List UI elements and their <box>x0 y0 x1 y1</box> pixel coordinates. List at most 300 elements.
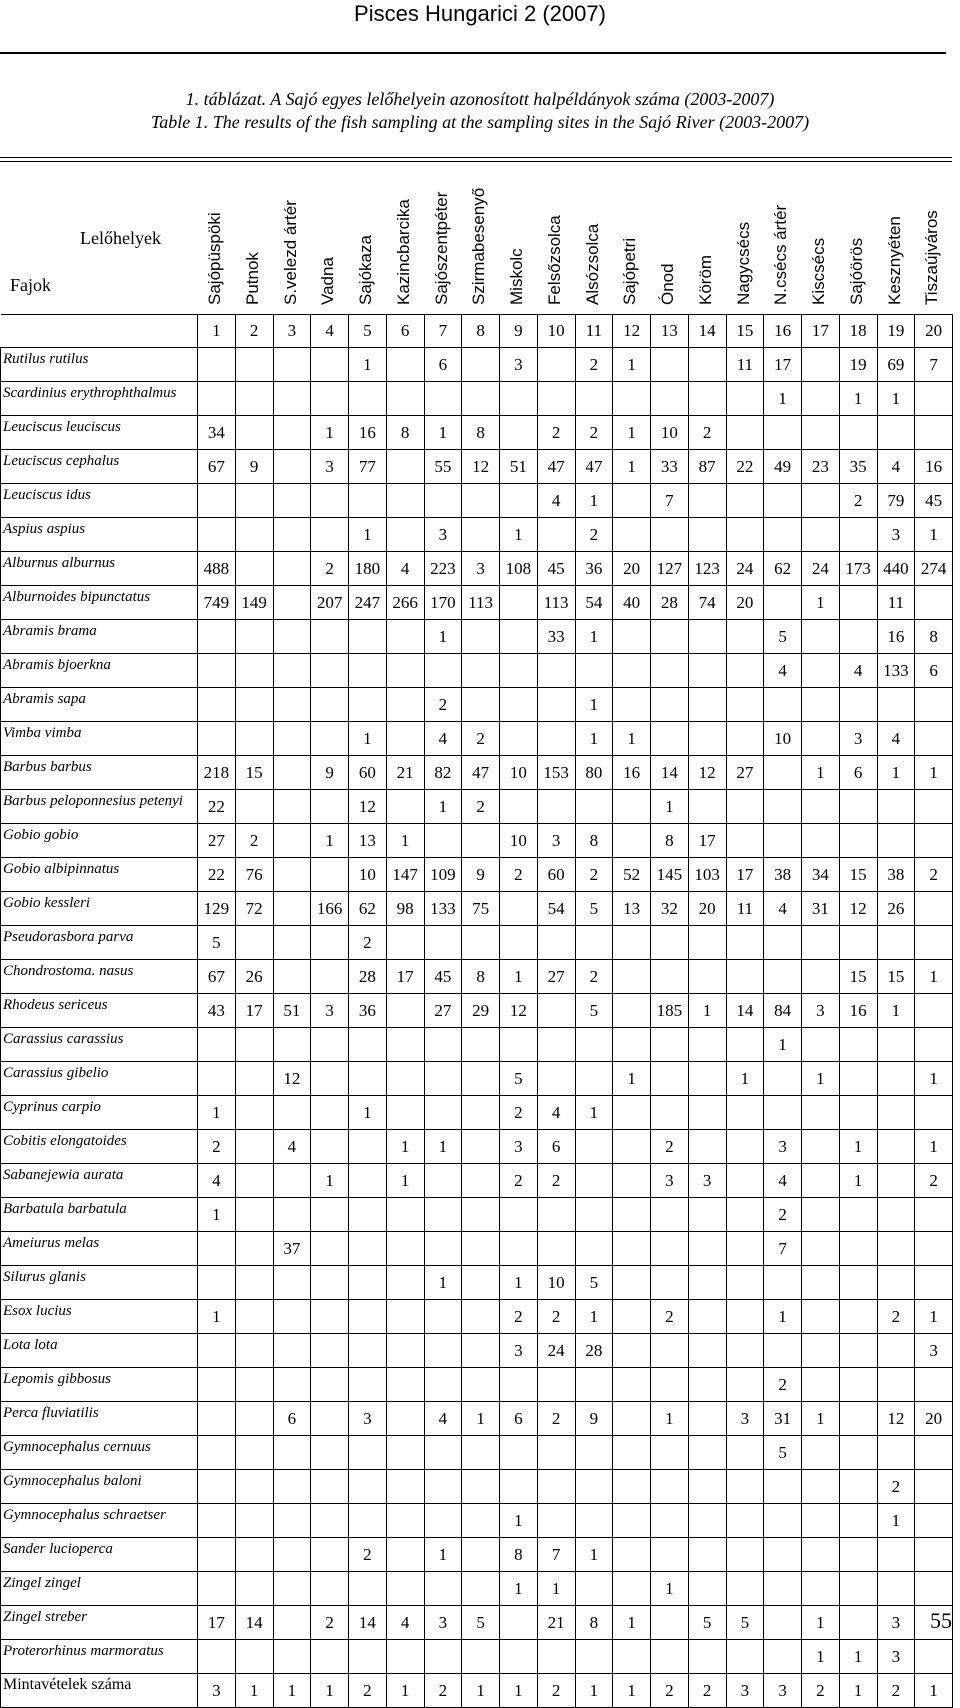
count-cell: 1 <box>575 722 613 756</box>
count-cell <box>273 552 311 586</box>
count-cell: 1 <box>613 450 651 484</box>
count-cell <box>311 1504 349 1538</box>
count-cell <box>537 1436 575 1470</box>
count-cell: 1 <box>613 722 651 756</box>
table-row <box>1 484 953 518</box>
count-cell <box>311 1572 349 1606</box>
count-cell: 11 <box>877 586 915 620</box>
count-cell <box>462 382 500 416</box>
count-cell <box>839 1232 877 1266</box>
table-row <box>1 620 953 654</box>
count-cell: 2 <box>311 1606 349 1640</box>
count-cell <box>726 1572 764 1606</box>
count-cell <box>688 722 726 756</box>
count-cell: 17 <box>688 824 726 858</box>
count-cell: 1 <box>802 1062 840 1096</box>
count-cell: 6 <box>273 1402 311 1436</box>
table-row <box>1 892 953 926</box>
count-cell: 1 <box>500 1504 538 1538</box>
count-cell: 1 <box>613 1062 651 1096</box>
count-cell <box>537 1470 575 1504</box>
count-cell <box>877 790 915 824</box>
count-cell: 129 <box>198 892 236 926</box>
count-cell <box>311 790 349 824</box>
count-cell <box>613 1232 651 1266</box>
count-cell: 749 <box>198 586 236 620</box>
count-cell <box>915 1198 953 1232</box>
count-cell: 1 <box>575 1096 613 1130</box>
count-cell <box>349 688 387 722</box>
count-cell: 3 <box>424 518 462 552</box>
count-cell: 1 <box>802 1640 840 1674</box>
count-cell <box>537 926 575 960</box>
count-cell: 133 <box>877 654 915 688</box>
count-cell <box>915 892 953 926</box>
count-cell: 1 <box>915 756 953 790</box>
count-cell <box>273 1096 311 1130</box>
count-cell <box>462 620 500 654</box>
count-cell <box>726 1232 764 1266</box>
count-cell: 2 <box>500 1096 538 1130</box>
count-cell <box>349 1436 387 1470</box>
count-cell <box>688 926 726 960</box>
count-cell <box>235 1368 273 1402</box>
count-cell <box>235 688 273 722</box>
count-cell <box>726 620 764 654</box>
site-number-row-label <box>1 315 198 348</box>
count-cell: 27 <box>424 994 462 1028</box>
species-name: Gobio kessleri <box>1 892 198 926</box>
count-cell <box>235 654 273 688</box>
count-cell <box>198 1368 236 1402</box>
page-number: 55 <box>930 1608 952 1633</box>
count-cell <box>613 960 651 994</box>
count-cell <box>424 382 462 416</box>
count-cell <box>877 1130 915 1164</box>
count-cell: 2 <box>575 416 613 450</box>
count-cell: 4 <box>764 654 802 688</box>
table-row <box>1 1198 953 1232</box>
table-row <box>1 348 953 382</box>
count-cell <box>235 552 273 586</box>
count-cell: 51 <box>273 994 311 1028</box>
count-cell <box>688 518 726 552</box>
count-cell <box>462 1538 500 1572</box>
count-cell: 1 <box>877 994 915 1028</box>
sampling-count-cell: 2 <box>802 1674 840 1708</box>
count-cell <box>386 994 424 1028</box>
count-cell: 55 <box>424 450 462 484</box>
count-cell: 4 <box>273 1130 311 1164</box>
count-cell <box>273 722 311 756</box>
count-cell <box>198 1640 236 1674</box>
count-cell <box>877 1198 915 1232</box>
table-top-rule-inner <box>0 161 952 162</box>
count-cell <box>273 960 311 994</box>
table-row <box>1 960 953 994</box>
count-cell <box>235 1062 273 1096</box>
count-cell <box>651 620 689 654</box>
count-cell <box>537 1198 575 1232</box>
count-cell <box>311 1402 349 1436</box>
count-cell <box>915 1436 953 1470</box>
count-cell: 38 <box>877 858 915 892</box>
site-header-label: Szirmabesenyő <box>469 187 489 305</box>
count-cell: 3 <box>764 1130 802 1164</box>
count-cell: 4 <box>537 1096 575 1130</box>
site-header-label: Tiszaújváros <box>922 210 942 305</box>
count-cell <box>500 926 538 960</box>
count-cell: 10 <box>500 756 538 790</box>
count-cell <box>386 1096 424 1130</box>
site-header <box>461 165 499 305</box>
count-cell <box>726 688 764 722</box>
count-cell <box>462 926 500 960</box>
table-caption-hungarian: 1. táblázat. A Sajó egyes lelőhelyein azonosított halpéldányok száma (2003-2007) <box>185 89 775 109</box>
count-cell: 74 <box>688 586 726 620</box>
count-cell <box>613 994 651 1028</box>
count-cell: 16 <box>915 450 953 484</box>
sampling-count-cell: 2 <box>651 1674 689 1708</box>
table-row <box>1 382 953 416</box>
count-cell <box>915 824 953 858</box>
count-cell <box>726 1164 764 1198</box>
count-cell <box>462 1266 500 1300</box>
count-cell: 1 <box>877 382 915 416</box>
site-number-cell: 11 <box>575 315 613 348</box>
count-cell: 113 <box>462 586 500 620</box>
count-cell <box>386 1402 424 1436</box>
count-cell <box>915 586 953 620</box>
count-cell <box>386 1198 424 1232</box>
count-cell <box>537 1504 575 1538</box>
count-cell <box>462 348 500 382</box>
count-cell <box>235 1130 273 1164</box>
count-cell: 5 <box>726 1606 764 1640</box>
table-row <box>1 858 953 892</box>
count-cell: 16 <box>349 416 387 450</box>
sampling-count-cell: 2 <box>537 1674 575 1708</box>
count-cell <box>726 790 764 824</box>
count-cell: 4 <box>537 484 575 518</box>
count-cell <box>311 1198 349 1232</box>
sampling-count-cell: 1 <box>915 1674 953 1708</box>
sampling-count-row <box>1 1674 953 1708</box>
count-cell <box>198 348 236 382</box>
count-cell <box>802 824 840 858</box>
count-cell: 22 <box>726 450 764 484</box>
site-number-cell: 5 <box>349 315 387 348</box>
table-row <box>1 1368 953 1402</box>
count-cell <box>802 1334 840 1368</box>
count-cell <box>311 382 349 416</box>
count-cell: 2 <box>915 1164 953 1198</box>
count-cell <box>235 1470 273 1504</box>
table-row <box>1 1470 953 1504</box>
count-cell: 27 <box>726 756 764 790</box>
count-cell <box>802 1470 840 1504</box>
count-cell <box>575 654 613 688</box>
count-cell <box>273 1300 311 1334</box>
corner-label-species: Fajok <box>10 275 52 295</box>
count-cell: 1 <box>613 348 651 382</box>
count-cell: 153 <box>537 756 575 790</box>
count-cell: 2 <box>462 722 500 756</box>
count-cell <box>726 1028 764 1062</box>
count-cell: 38 <box>764 858 802 892</box>
count-cell <box>688 1198 726 1232</box>
count-cell: 170 <box>424 586 462 620</box>
count-cell: 2 <box>349 1538 387 1572</box>
count-cell: 8 <box>500 1538 538 1572</box>
count-cell <box>726 518 764 552</box>
count-cell <box>575 1198 613 1232</box>
count-cell <box>651 1470 689 1504</box>
count-cell <box>613 654 651 688</box>
count-cell <box>462 1028 500 1062</box>
site-header-label: Kazincbarcika <box>393 199 413 305</box>
count-cell <box>198 1504 236 1538</box>
count-cell: 2 <box>839 484 877 518</box>
count-cell <box>613 1402 651 1436</box>
count-cell <box>349 1062 387 1096</box>
count-cell <box>311 858 349 892</box>
count-cell <box>688 1436 726 1470</box>
count-cell <box>311 1028 349 1062</box>
count-cell <box>462 484 500 518</box>
count-cell <box>839 926 877 960</box>
count-cell <box>802 1266 840 1300</box>
count-cell <box>877 1164 915 1198</box>
count-cell <box>386 1368 424 1402</box>
count-cell <box>915 722 953 756</box>
count-cell: 1 <box>802 1402 840 1436</box>
count-cell <box>915 1538 953 1572</box>
count-cell <box>802 416 840 450</box>
count-cell <box>198 654 236 688</box>
count-cell <box>462 1062 500 1096</box>
count-cell <box>349 1198 387 1232</box>
count-cell <box>726 1334 764 1368</box>
count-cell <box>386 450 424 484</box>
count-cell <box>273 824 311 858</box>
count-cell <box>726 1640 764 1674</box>
count-cell <box>726 1266 764 1300</box>
count-cell: 1 <box>311 824 349 858</box>
count-cell <box>877 824 915 858</box>
site-header-label: Ónod <box>658 263 677 305</box>
count-cell: 2 <box>500 1164 538 1198</box>
count-cell <box>235 416 273 450</box>
count-cell <box>613 1198 651 1232</box>
count-cell: 113 <box>537 586 575 620</box>
count-cell <box>651 1368 689 1402</box>
count-cell: 31 <box>802 892 840 926</box>
site-number-cell: 14 <box>688 315 726 348</box>
count-cell: 27 <box>537 960 575 994</box>
count-cell <box>764 926 802 960</box>
count-cell: 7 <box>537 1538 575 1572</box>
count-cell: 47 <box>537 450 575 484</box>
count-cell: 33 <box>537 620 575 654</box>
count-cell <box>198 1062 236 1096</box>
count-cell <box>235 1198 273 1232</box>
count-cell <box>424 1504 462 1538</box>
count-cell <box>386 722 424 756</box>
count-cell <box>764 1640 802 1674</box>
count-cell <box>424 926 462 960</box>
site-number-cell: 10 <box>537 315 575 348</box>
table-row <box>1 1062 953 1096</box>
count-cell: 145 <box>651 858 689 892</box>
count-cell: 49 <box>764 450 802 484</box>
count-cell <box>764 1538 802 1572</box>
count-cell <box>802 382 840 416</box>
count-cell: 1 <box>839 1640 877 1674</box>
count-cell <box>349 1504 387 1538</box>
count-cell <box>198 722 236 756</box>
fish-count-table <box>0 314 953 1708</box>
sampling-count-cell: 1 <box>311 1674 349 1708</box>
count-cell: 27 <box>198 824 236 858</box>
count-cell <box>839 1062 877 1096</box>
count-cell: 1 <box>651 1572 689 1606</box>
count-cell <box>688 484 726 518</box>
count-cell: 1 <box>349 1096 387 1130</box>
count-cell: 2 <box>877 1300 915 1334</box>
count-cell <box>877 1572 915 1606</box>
count-cell <box>462 1640 500 1674</box>
corner-label-sites: Lelőhelyek <box>80 228 161 248</box>
count-cell: 3 <box>349 1402 387 1436</box>
count-cell <box>575 1232 613 1266</box>
site-header <box>235 165 273 305</box>
count-cell <box>688 1096 726 1130</box>
count-cell: 67 <box>198 450 236 484</box>
count-cell <box>386 688 424 722</box>
count-cell: 488 <box>198 552 236 586</box>
count-cell <box>726 1130 764 1164</box>
count-cell <box>839 790 877 824</box>
count-cell: 1 <box>802 1606 840 1640</box>
count-cell <box>575 790 613 824</box>
count-cell <box>839 1470 877 1504</box>
count-cell <box>386 1436 424 1470</box>
count-cell <box>500 1198 538 1232</box>
site-header <box>650 165 688 305</box>
count-cell <box>311 1368 349 1402</box>
count-cell <box>386 926 424 960</box>
count-cell <box>273 790 311 824</box>
count-cell: 1 <box>198 1198 236 1232</box>
species-name: Abramis bjoerkna <box>1 654 198 688</box>
count-cell <box>613 1572 651 1606</box>
count-cell: 1 <box>386 1130 424 1164</box>
count-cell: 20 <box>613 552 651 586</box>
count-cell <box>726 960 764 994</box>
count-cell <box>839 1538 877 1572</box>
count-cell: 3 <box>839 722 877 756</box>
count-cell: 15 <box>839 858 877 892</box>
count-cell <box>273 1164 311 1198</box>
count-cell <box>764 1062 802 1096</box>
count-cell: 54 <box>537 892 575 926</box>
count-cell: 12 <box>273 1062 311 1096</box>
site-number-cell: 1 <box>198 315 236 348</box>
count-cell <box>575 1028 613 1062</box>
count-cell: 1 <box>839 1130 877 1164</box>
count-cell: 1 <box>764 1028 802 1062</box>
count-cell: 62 <box>764 552 802 586</box>
species-name: Leuciscus cephalus <box>1 450 198 484</box>
count-cell <box>651 1640 689 1674</box>
count-cell <box>386 484 424 518</box>
count-cell <box>462 824 500 858</box>
count-cell <box>424 1470 462 1504</box>
count-cell <box>915 416 953 450</box>
count-cell <box>764 1470 802 1504</box>
count-cell <box>424 654 462 688</box>
table-row <box>1 1266 953 1300</box>
site-header <box>877 165 915 305</box>
count-cell <box>764 960 802 994</box>
count-cell <box>537 1368 575 1402</box>
species-name: Lepomis gibbosus <box>1 1368 198 1402</box>
count-cell <box>273 1436 311 1470</box>
count-cell: 8 <box>462 960 500 994</box>
count-cell: 3 <box>500 1334 538 1368</box>
count-cell <box>273 586 311 620</box>
count-cell <box>424 1164 462 1198</box>
count-cell: 3 <box>651 1164 689 1198</box>
count-cell <box>688 1334 726 1368</box>
count-cell: 6 <box>424 348 462 382</box>
count-cell <box>462 1436 500 1470</box>
site-header-label: Vadna <box>318 257 338 305</box>
table-row <box>1 416 953 450</box>
count-cell: 15 <box>235 756 273 790</box>
count-cell: 3 <box>537 824 575 858</box>
count-cell: 1 <box>726 1062 764 1096</box>
count-cell: 1 <box>802 756 840 790</box>
count-cell: 3 <box>915 1334 953 1368</box>
count-cell: 5 <box>764 1436 802 1470</box>
count-cell <box>688 688 726 722</box>
count-cell <box>802 1164 840 1198</box>
count-cell: 218 <box>198 756 236 790</box>
count-cell: 5 <box>575 892 613 926</box>
count-cell <box>311 654 349 688</box>
count-cell <box>462 654 500 688</box>
count-cell <box>726 1470 764 1504</box>
count-cell: 17 <box>726 858 764 892</box>
sampling-count-cell: 1 <box>386 1674 424 1708</box>
count-cell <box>198 1266 236 1300</box>
count-cell <box>462 1130 500 1164</box>
count-cell <box>877 1436 915 1470</box>
count-cell <box>349 1266 387 1300</box>
count-cell: 7 <box>651 484 689 518</box>
count-cell <box>235 1572 273 1606</box>
table-row <box>1 1028 953 1062</box>
species-name: Scardinius erythrophthalmus <box>1 382 198 416</box>
count-cell <box>764 1334 802 1368</box>
count-cell <box>915 1368 953 1402</box>
count-cell: 14 <box>349 1606 387 1640</box>
count-cell: 36 <box>349 994 387 1028</box>
count-cell <box>726 416 764 450</box>
count-cell <box>651 1538 689 1572</box>
